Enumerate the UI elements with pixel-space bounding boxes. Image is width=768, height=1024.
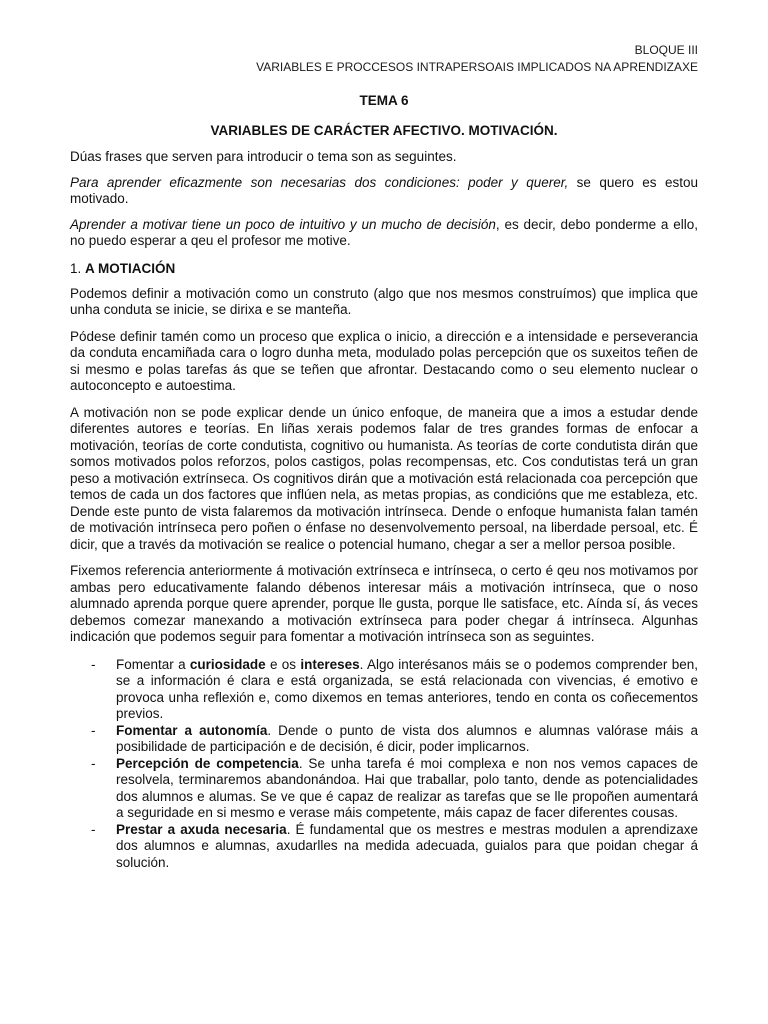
list-item bbox=[70, 723, 698, 756]
item-bold: Percepción de competencia bbox=[116, 755, 299, 771]
quote-paragraph-2 bbox=[70, 217, 698, 250]
tema-subtitle: VARIABLES DE CARÁCTER AFECTIVO. MOTIVACIÓN. bbox=[210, 123, 558, 138]
item-text: . Dende o punto de vista dos alumnos e alumnas valórase máis a posibilidade de participación e de decisión, é dicir, poder implicarnos. bbox=[116, 722, 698, 754]
body-paragraph: Podemos definir a motivación como un construto (algo que nos mesmos construímos) que implica que unha conduta se inicie, se dirixa e se manteña. bbox=[70, 285, 698, 317]
page-header bbox=[70, 0, 698, 76]
item-bold: Prestar a axuda necesaria bbox=[116, 821, 287, 837]
body-paragraph: A motivación non se pode explicar dende un único enfoque, de maneira que a imos a estudar dende diferentes autores e teorías. En liñas xerais podemos falar de tres grandes formas de enfocar a motivación, teorías de corte condutista, cognitivo ou humanista. As teorías de corte condutista dirán que somos motivados polos reforzos, polos castigos, polas recompensas, etc. Cos condutistas terá un gran peso a motivación extrínseca. Os cognitivos dirán que a motivación está relacionada coa percepción que temos de cada un dos factores que inflúen nela, as metas propias, as condicións que me estableza, etc. Dende este punto de vista falaremos da motivación intrínseca. Dende o enfoque humanista falan tamén de motivación intrínseca pero poñen o énfase no desenvolvemento persoal, na liberdade persoal, etc. É dicir, que a través da motivación se realice o potencial humano, chegar a ser a mellor persoa posible. bbox=[70, 404, 698, 552]
dash-bullet: - bbox=[91, 821, 96, 837]
list-item bbox=[70, 822, 698, 872]
header-block: BLOQUE III bbox=[634, 43, 698, 57]
item-text: . É fundamental que os mestres e mestras modulen a aprendizaxe dos alumnos e alumnas, axudarlles na medida adecuada, guialos para que poidan chegar á solución. bbox=[116, 821, 698, 870]
section-heading bbox=[70, 260, 698, 277]
list-item bbox=[70, 657, 698, 723]
list-item bbox=[70, 756, 698, 822]
section-number: 1. bbox=[70, 260, 86, 276]
body-paragraph: Fixemos referencia anteriormente á motivación extrínseca e intrínseca, o certo é qeu nos motivamos por ambas pero educativamente falando débenos interesar máis a motivación intrínseca, que o noso alumnado aprenda porque quere aprender, porque lle gusta, porque lle satisface, etc. Aínda sí, ás veces debemos comezar manexando a motivación extrínseca para poder chegar á intrínseca. Algunhas indicación que podemos seguir para fomentar a motivación intrínseca son as seguintes. bbox=[70, 563, 698, 644]
dash-bullet: - bbox=[91, 656, 96, 672]
item-text: e os bbox=[265, 656, 301, 672]
quote-rest: se quero es estou motivado. bbox=[70, 174, 698, 206]
item-bold: Fomentar a autonomía bbox=[116, 722, 268, 738]
quote-italic: Aprender a motivar tiene un poco de intuitivo y un mucho de decisión bbox=[70, 216, 496, 232]
body-paragraph: Pódese definir tamén como un proceso que explica o inicio, a dirección e a intensidade e perseverancia da conduta encamiñada cara o logro dunha meta, modulado polas percepción que os suxeitos teñen de si mesmo e polas tarefas ás que se teñen que afrontar. Destacando como o seu elemento nuclear o autoconcepto e autoestima. bbox=[70, 328, 698, 393]
item-bold: curiosidade bbox=[189, 656, 266, 672]
item-text: . Algo interésanos máis se o podemos comprender ben, se a información é clara e está organizada, se está relacionada con vivencias, é emotivo e provoca unha reflexión e, como dixemos en temas anteriores, tendo en conta os coñecementos previos. bbox=[116, 656, 698, 721]
item-bold: intereses bbox=[300, 656, 360, 672]
dash-bullet: - bbox=[91, 722, 96, 738]
item-text: . Se unha tarefa é moi complexa e non nos vemos capaces de resolvela, terminaremos abandonándoa. Hai que traballar, polo tanto, dende as potencialidades dos alumnos e alumas. Se ve que é capaz de realizar as tarefas que se lle propoñen aumentará a seguridade en si mesmo e verase máis competente, máis capaz de facer diferentes cousas. bbox=[116, 755, 698, 820]
item-text: Fomentar a bbox=[116, 656, 190, 672]
quote-rest: , es decir, debo ponderme a ello, no puedo esperar a qeu el profesor me motive. bbox=[70, 216, 698, 248]
section-title: A MOTIACIÓN bbox=[85, 260, 176, 276]
dash-bullet: - bbox=[91, 755, 96, 771]
quote-paragraph-1 bbox=[70, 175, 698, 208]
bullet-list bbox=[70, 657, 698, 872]
header-subject: VARIABLES E PROCCESOS INTRAPERSOAIS IMPLICADOS NA APRENDIZAXE bbox=[256, 60, 698, 74]
intro-paragraph: Dúas frases que serven para introducir o tema son as seguintes. bbox=[70, 149, 457, 164]
quote-italic: Para aprender eficazmente son necesarias dos condiciones: poder y querer, bbox=[70, 174, 569, 190]
tema-title: TEMA 6 bbox=[359, 93, 409, 108]
